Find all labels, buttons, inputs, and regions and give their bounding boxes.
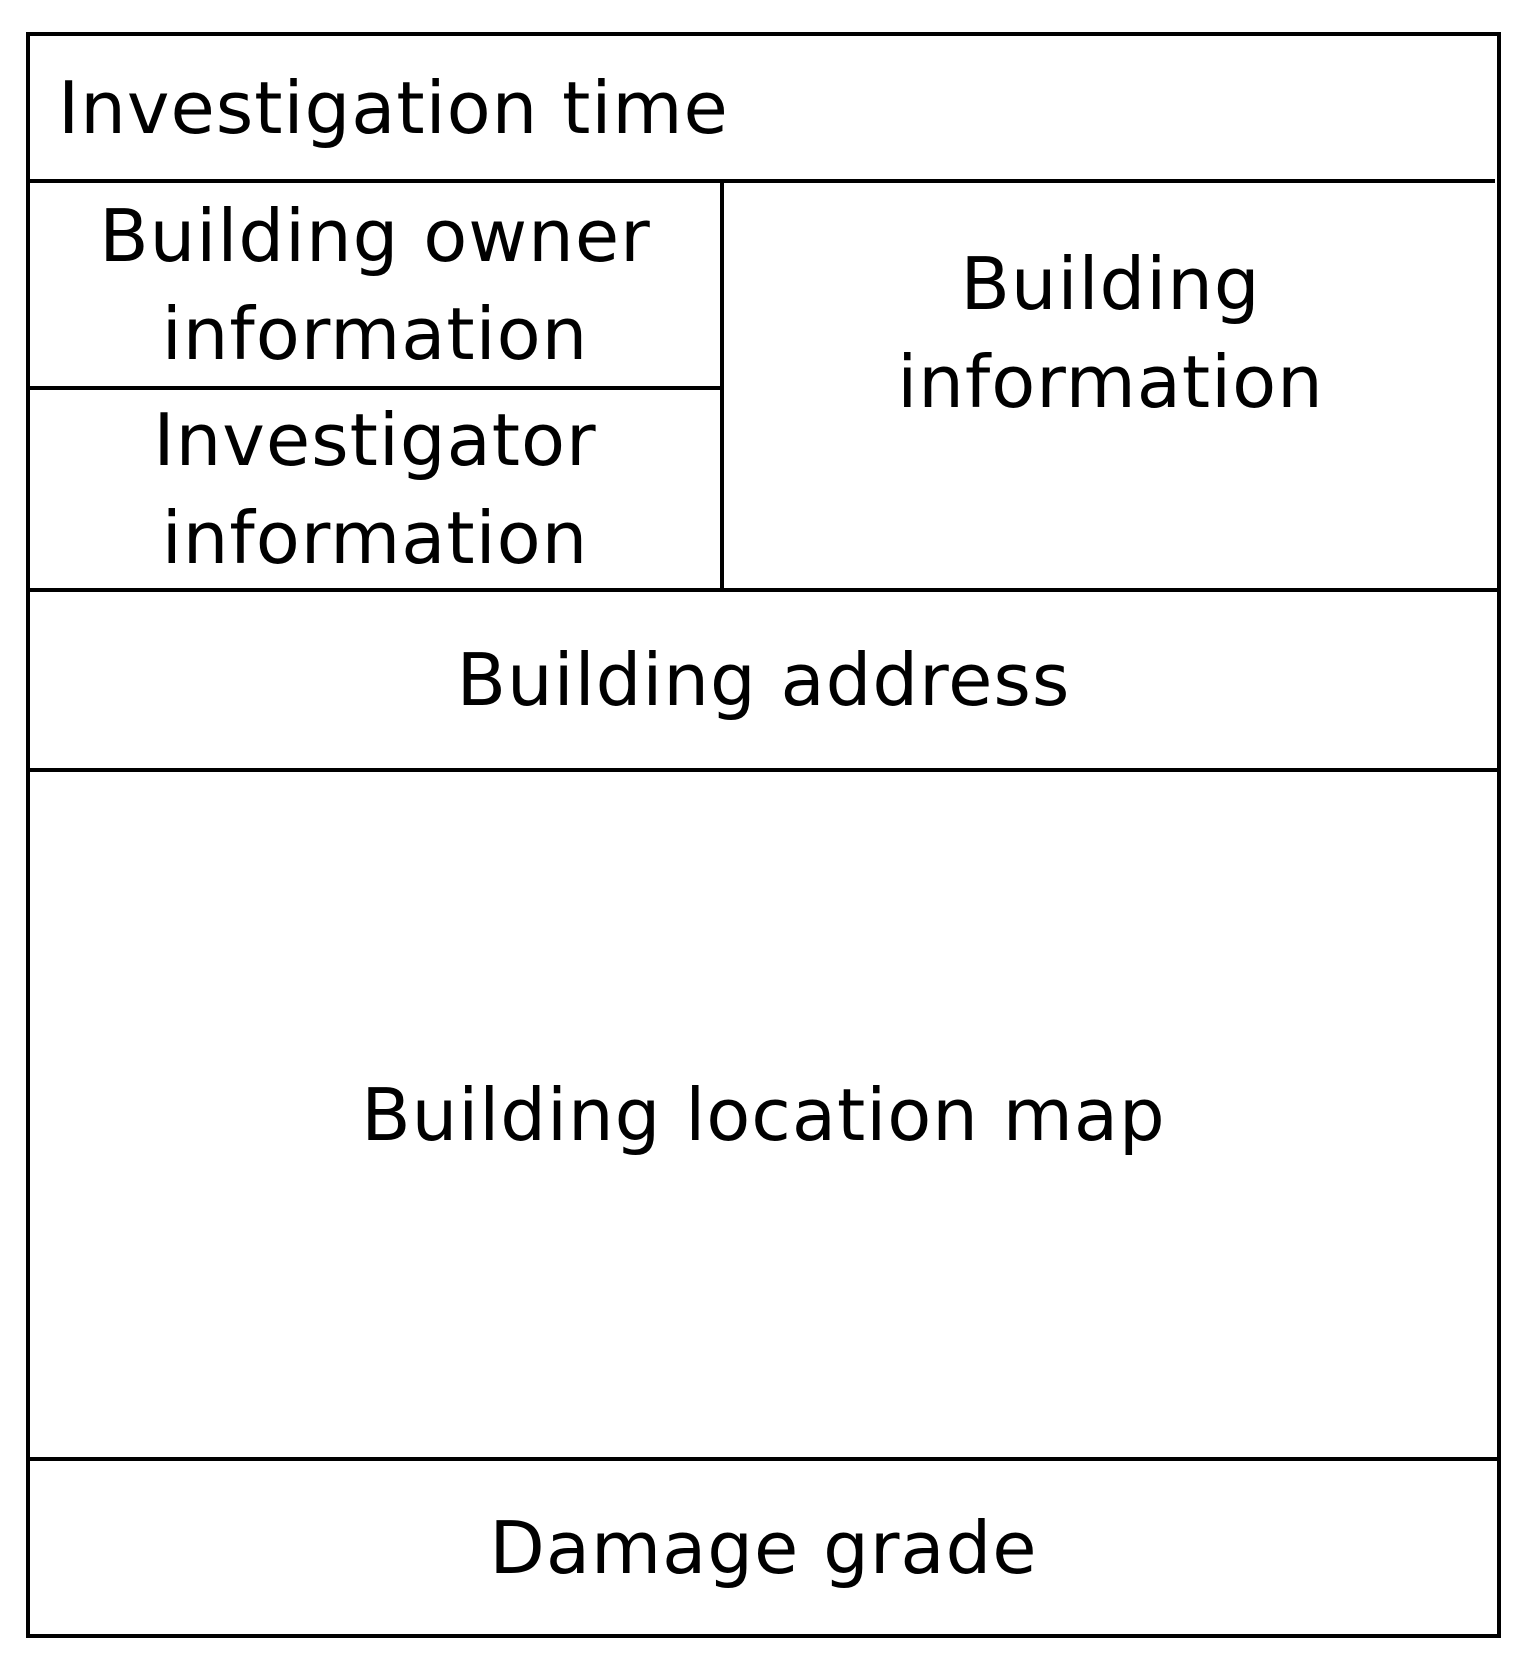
investigation-time-cell [58,36,1458,179]
damage-grade-label: Damage grade [489,1505,1038,1590]
building-information-label: Building information [897,242,1324,424]
investigation-time-label: Investigation time [58,65,729,150]
building-owner-information-cell [30,183,720,386]
investigator-information-label: Investigator information [153,398,597,580]
building-location-map-cell [30,772,1497,1457]
building-location-map-label: Building location map [361,1072,1166,1157]
damage-grade-cell [30,1461,1497,1634]
building-address-label: Building address [456,638,1071,722]
investigator-information-cell [30,390,720,588]
building-address-cell [30,592,1497,768]
building-information-cell [724,183,1497,483]
form-layout-diagram [26,32,1501,1638]
building-owner-information-label: Building owner information [99,193,651,376]
